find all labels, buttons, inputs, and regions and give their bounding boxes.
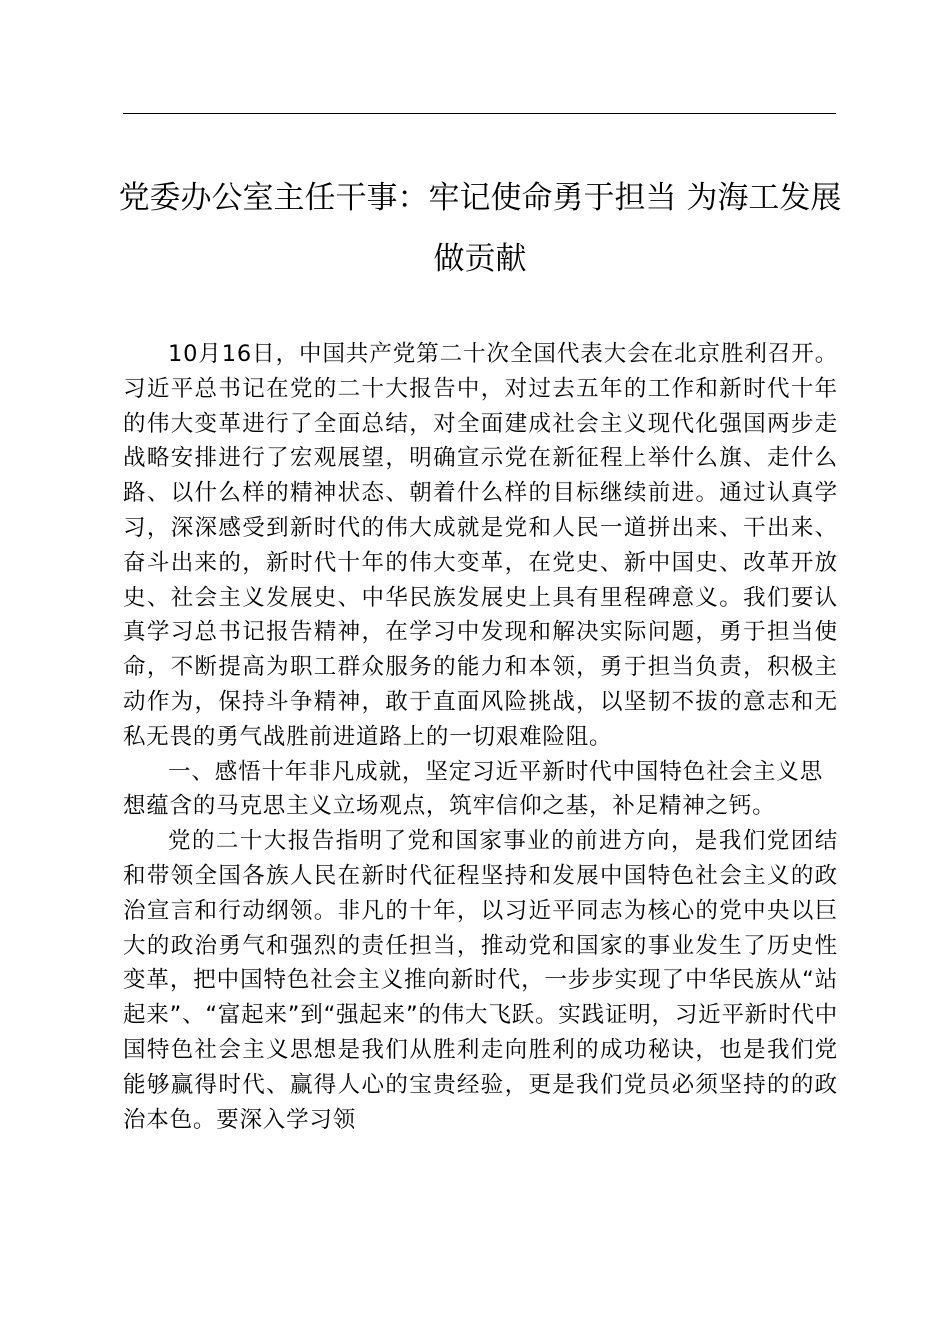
document-body [123, 337, 838, 1137]
section-heading-1: 一、感悟十年非凡成就，坚定习近平新时代中国特色社会主义思想蕴含的马克思主义立场观点，筑牢信仰之基，补足精神之钙。 [123, 758, 823, 820]
header-rule [123, 113, 836, 114]
paragraph-section-1: 党的二十大报告指明了党和国家事业的前进方向，是我们党团结和带领全国各族人民在新时代征程坚持和发展中国特色社会主义的政治宣言和行动纲领。非凡的十年，以习近平同志为核心的党中央以巨大的政治勇气和强烈的责任担当，推动党和国家的事业发生了历史性变革，把中国特色社会主义推向新时代，一步步实现了中华民族从“站起来”、“富起来”到“强起来”的伟大飞跃。实践证明，习近平新时代中国特色社会主义思想是我们从胜利走向胜利的成功秘诀，也是我们党能够赢得时代、赢得人心的宝贵经验，更是我们党员必须坚持的的政治本色。要深入学习领 [123, 828, 838, 1133]
paragraph-intro: 10月16日，中国共产党第二十次全国代表大会在北京胜利召开。习近平总书记在党的二十大报告中，对过去五年的工作和新时代十年的伟大变革进行了全面总结，对全面建成社会主义现代化强国两步走战略安排进行了宏观展望，明确宣示党在新征程上举什么旗、走什么路、以什么样的精神状态、朝着什么样的目标继续前进。通过认真学习，深深感受到新时代的伟大成就是党和人民一道拼出来、干出来、奋斗出来的，新时代十年的伟大变革，在党史、新中国史、改革开放史、社会主义发展史、中华民族发展史上具有里程碑意义。我们要认真学习总书记报告精神，在学习中发现和解决实际问题，勇于担当使命，不断提高为职工群众服务的能力和本领，勇于担当负责，积极主动作为，保持斗争精神，敢于直面风险挑战，以坚韧不拔的意志和无私无畏的勇气战胜前进道路上的一切艰难险阻。 [123, 341, 838, 750]
document-title: 党委办公室主任干事：牢记使命勇于担当 为海工发展做贡献 [118, 180, 842, 277]
